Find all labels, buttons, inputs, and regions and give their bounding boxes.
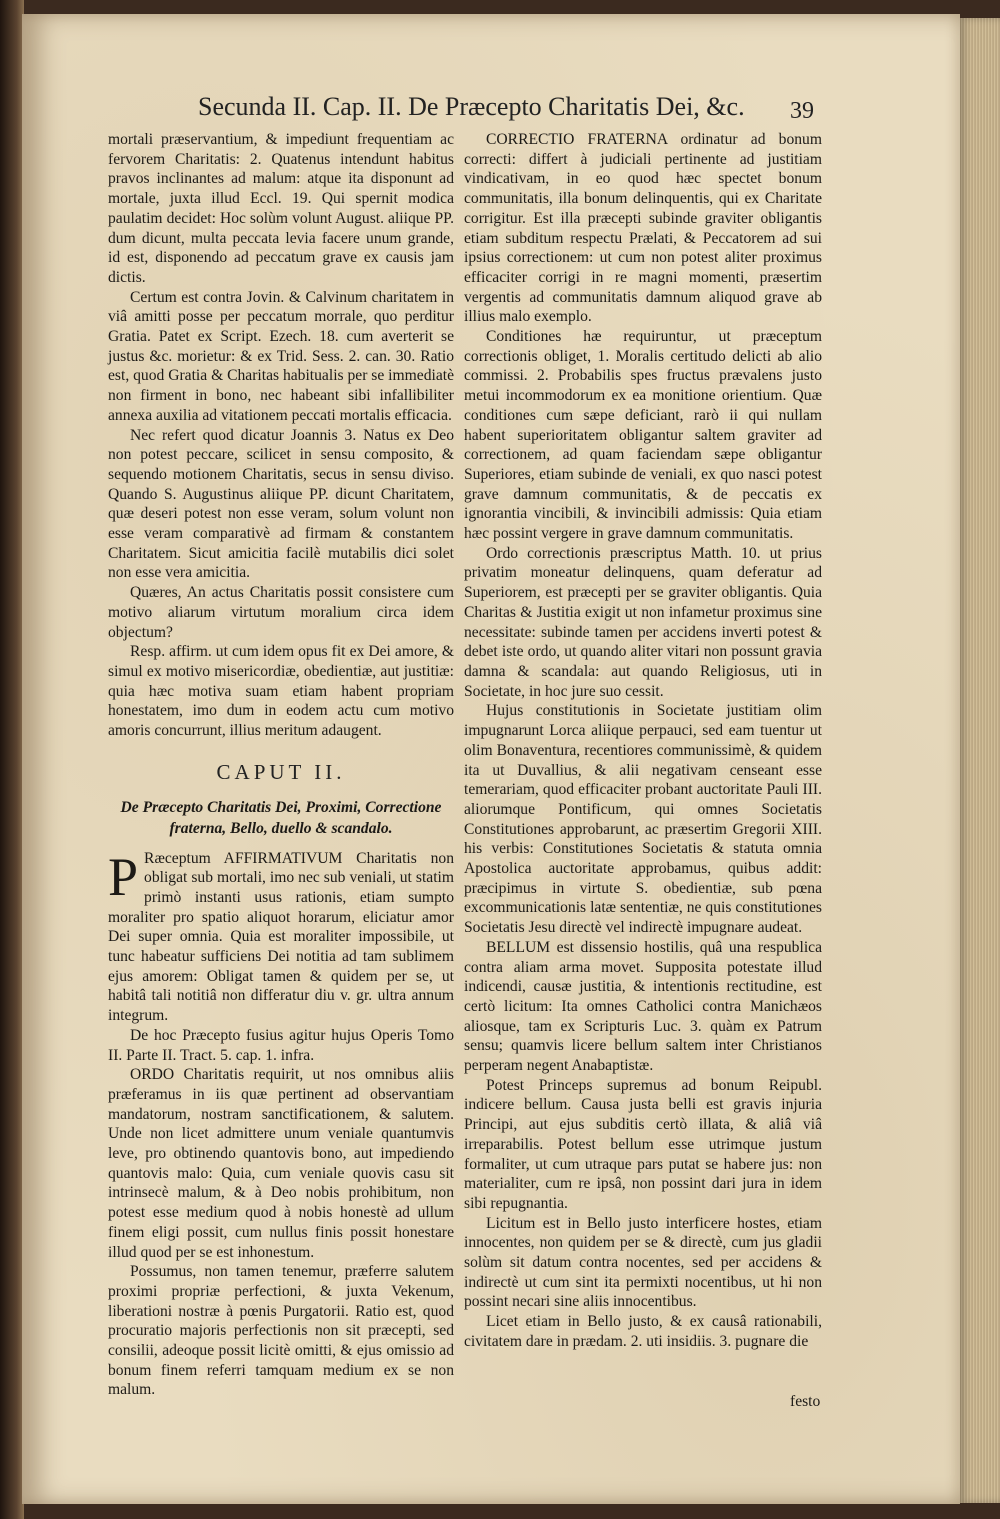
drop-cap: P: [108, 846, 139, 907]
paragraph: Nec refert quod dicatur Joannis 3. Natus ex Deo non potest peccare, scilicet in sensu composito, & sequendo motionem Charitatis, secus in sensu diviso. Quando S. Augustinus aliique PP. dicunt Charitatem, quæ deseri potest non esse veram, solum volunt non esse veram comparativè ad firmam & constantem Charitatem. Sicut amicitia facilè mutabilis dici solet non esse vera amicitia.: [108, 426, 454, 582]
chapter-subtitle: De Præcepto Charitatis Dei, Proximi, Correctione fraterna, Bello, duello & scandalo.: [120, 798, 442, 837]
paragraph: Resp. affirm. ut cum idem opus fit ex Dei amore, & simul ex motivo misericordiæ, obedientiæ, aut justitiæ: quia hæc motiva suam etiam habent propriam honestatem, imo dum in eodem actu cum motivo amoris concurrunt, illius meritum adaugent.: [108, 643, 454, 740]
paragraph: Conditiones hæ requiruntur, ut præceptum correctionis obliget, 1. Moralis certitudo delicti ab alio commissi. 2. Probabilis spes fructus prævalens justo metui incommodorum ex ea monitione orientium. Quæ conditiones cum sæpe deficiant, rarò ii qui nullam habent superioritatem obligantur saltem graviter ad correctionem, ad quam faciendam sæpe obligantur Superiores, etiam subinde de veniali, ex quo nasci potest grave damnum communitatis, & de peccatis ex ignorantia vincibili, & invincibili admissis: Quia etiam hæc possint vergere in grave damnum communitatis.: [464, 328, 822, 543]
paragraph: Licet etiam in Bello justo, & ex causâ rationabili, civitatem dare in prædam. 2. uti insidiis. 3. pugnare die: [464, 1313, 822, 1350]
catchword: festo: [790, 1393, 821, 1410]
page-edges: [958, 18, 1000, 1503]
paragraph: [108, 846, 454, 1026]
book-gutter: [0, 0, 24, 1519]
paragraph: Ordo correctionis præscriptus Matth. 10. ut prius privatim moneatur delinquens, quam deferatur ad Superiorem, est præcepti per se graviter obligantis. Quia Charitas & Justitia exigit ut non infametur proximus sine necessitate: subinde tamen per accidens inverti potest & debet iste ordo, ut quando aliter vitari non possunt gravia damna & scandala: aut quando Religiosus, uti in Societate, in hoc jure suo cessit.: [464, 544, 822, 700]
paragraph: BELLUM est dissensio hostilis, quâ una respublica contra aliam arma movet. Supposita potestate illud indicendi, causæ justitia, & intentionis rectitudine, est certò licitum: Ita omnes Catholici contra Manichæos aliosque, tam ex Scripturis Luc. 3. quàm ex Patrum sensu; quamvis licere bellum saltem inter Christianos perperam negent Anabaptistæ.: [464, 938, 822, 1075]
page-number: 39: [790, 98, 814, 124]
paragraph: Possumus, non tamen tenemur, præferre salutem proximi propriæ perfectioni, & juxta Vekenum, liberationi nostræ à pœnis Purgatorii. Ratio est, quod procuratio majoris perfectionis non sit præcepti, sed consilii, adeoque possit licitè omitti, & ejus omissio ad bonum finem referri tamquam medium ex se non malum.: [108, 1263, 454, 1399]
paragraph: Licitum est in Bello justo interficere hostes, etiam innocentes, non quidem per se & directè, cum jus gladii solùm sit datum contra nocentes, sed per accidens & indirectè ut cum sint ita permixti nocentibus, ut hi non possint necari sine aliis innocentibus.: [464, 1214, 822, 1311]
chapter-title: CAPUT II.: [216, 759, 346, 784]
paragraph: Quæres, An actus Charitatis possit consistere cum motivo aliarum virtutum moralium circa idem objectum?: [108, 584, 454, 641]
paragraph: ORDO Charitatis requirit, ut nos omnibus aliis præferamus in iis quæ pertinent ad observantiam mandatorum, nostram sanctificationem, & salutem. Unde non licet admittere unum veniale quantumvis leve, pro obtinendo quantovis bono, aut impediendo quantovis malo: Quia, cum veniale quovis casu sit intrinsecè malum, & à Deo nobis prohibitum, non potest esse medium quod à nobis honestè ad ullum finem eligi possit, cum nullus finis possit honestare illud quod per se est inhonestum.: [108, 1066, 454, 1261]
paragraph: mortali præservantium, & impediunt frequentiam ac fervorem Charitatis: 2. Quatenus intendunt habitus pravos inclinantes ad malum: atque ita disponunt ad mortale, juxta illud Eccl. 19. Qui spernit modica paulatim decidet: Hoc solùm volunt August. aliique PP. dum dicunt, multa peccata levia facere unum grande, id est, disponendo ad peccatum grave ex causis jam dictis.: [108, 131, 454, 286]
paragraph-text: Ræceptum AFFIRMATIVUM Charitatis non obligat sub mortali, imo nec sub veniali, ut statim primò instanti usus rationis, etiam sumpto moraliter pro spatio aliquot horarum, eliciatur amor Dei super omnia. Quia est moraliter impossibile, ut tunc habeatur sufficiens Dei notitia ad tam sublimem ejus amorem: Obligat tamen & quidem per se, ut habitâ tali notitiâ non differatur diu v. gr. ultra annum integrum.: [108, 849, 454, 1025]
right-column: [464, 130, 822, 1352]
left-column: [108, 130, 454, 1400]
paragraph: Certum est contra Jovin. & Calvinum charitatem in viâ amitti posse per peccatum morrale, quo perditur Gratia. Patet ex Script. Ezech. 18. cum averterit se justus &c. morietur: & ex Trid. Sess. 2. can. 30. Ratio est, quod Gratia & Charitas habitualis per se immediatè non firment in bono, nec habeant sibi infallibiliter annexa auxilia ad vitationem peccati mortalis efficacia.: [108, 288, 455, 424]
paragraph: Hujus constitutionis in Societate justitiam olim impugnarunt Lorca aliique perpauci, sed eam tuentur ut olim Bonaventura, recentiores communissimè, & quidem ita ut Duvallius, & alii negativam censeant esse temerariam, quod efficaciter probant auctoritate Pauli III. aliorumque Pontificum, qui omnes Societatis Constitutiones approbarunt, ac præsertim Gregorii XIII. his verbis: Constitutiones Societatis & statuta omnia Apostolica auctoritate approbamus, quibus addit: præcipimus in virtute S. obedientiæ, sub pœna excommunicationis latæ sententiæ, ne quis constitutiones Societatis Jesu directè vel indirectè impugnare audeat.: [464, 702, 822, 937]
running-title: Secunda II. Cap. II. De Præcepto Charitatis Dei, &c.: [198, 92, 745, 121]
paragraph: Potest Princeps supremus ad bonum Reipubl. indicere bellum. Causa justa belli est gravis injuria Principi, aut ejus subditis certò illata, & aliâ viâ irreparabilis. Potest bellum esse utrimque justum formaliter, ut cum utraque pars putat se habere jus: non materialiter, cum re ipsâ, non possint dari jura in idem sibi repugnantia.: [464, 1076, 822, 1212]
paragraph: CORRECTIO FRATERNA ordinatur ad bonum correcti: differt à judiciali pertinente ad justitiam vindicativam, in eo quod hæc spectet bonum communitatis, illa bonum delinquentis, qui ex Charitate corrigitur. Est illa præcepti subinde graviter obligantis etiam subditum respectu Prælati, & Peccatorem ad sui ipsius correctionem: ut cum non potest aliter proximus efficaciter corrigi in re magni momenti, præsertim vergentis ad communitatis damnum aliquod grave ab illius malo exemplo.: [464, 131, 822, 326]
paragraph: De hoc Præcepto fusius agitur hujus Operis Tomo II. Parte II. Tract. 5. cap. 1. infra.: [108, 1026, 454, 1064]
